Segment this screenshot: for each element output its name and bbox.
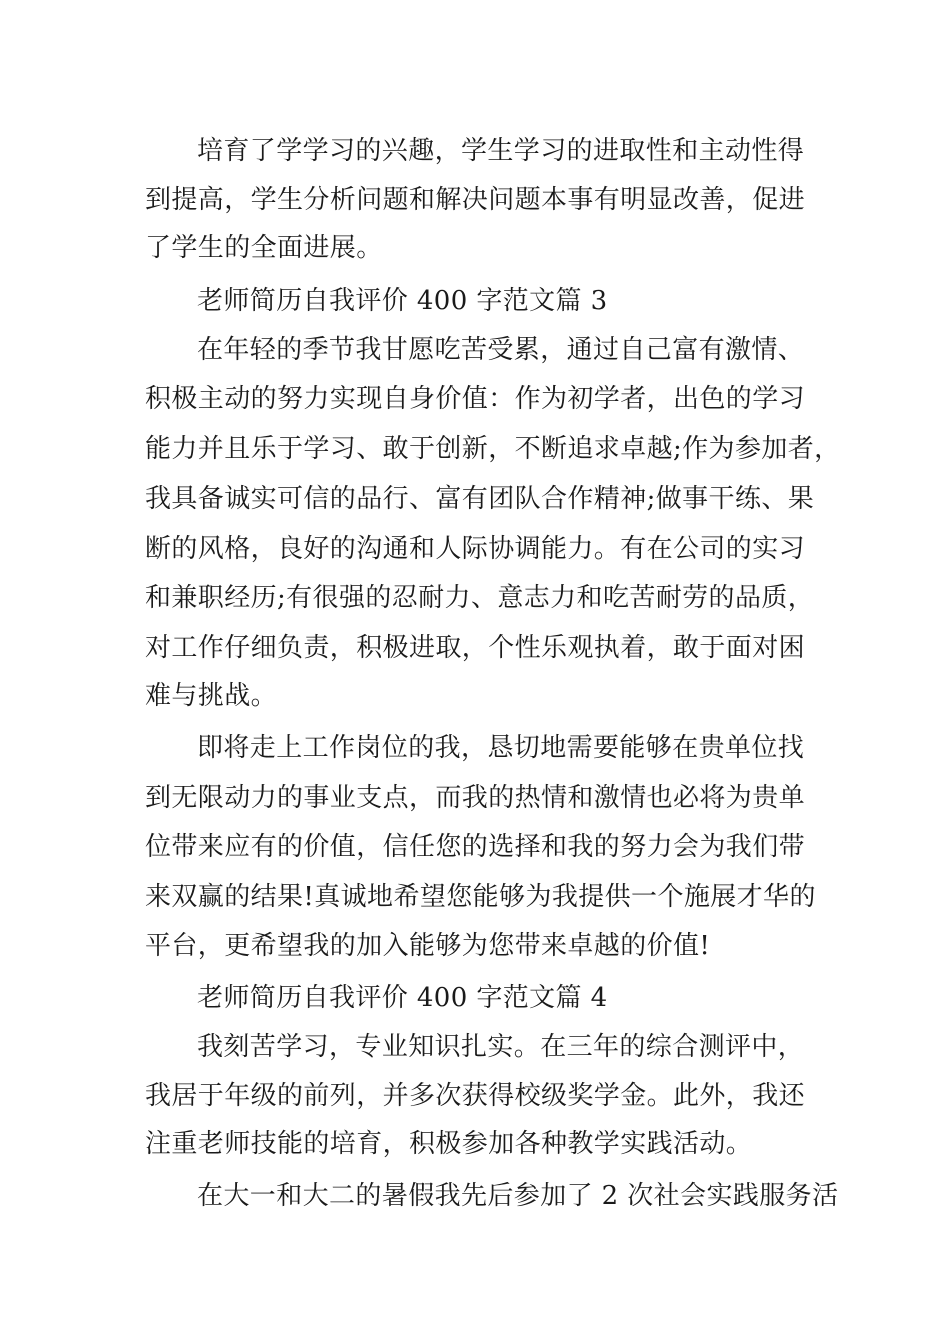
paragraph-line: 到无限动力的事业支点，而我的热情和激情也必将为贵单 xyxy=(145,783,806,813)
paragraph-line: 我刻苦学习，专业知识扎实。在三年的综合测评中， xyxy=(197,1032,805,1062)
paragraph-line: 在大一和大二的暑假我先后参加了 2 次社会实践服务活 xyxy=(197,1181,839,1211)
paragraph-line: 即将走上工作岗位的我，恳切地需要能够在贵单位找 xyxy=(197,733,805,763)
section-heading: 老师简历自我评价 400 字范文篇 3 xyxy=(197,286,608,316)
paragraph-line: 积极主动的努力实现自身价值：作为初学者，出色的学习 xyxy=(145,384,806,414)
paragraph-line: 和兼职经历;有很强的忍耐力、意志力和吃苦耐劳的品质， xyxy=(145,583,815,613)
paragraph-line: 对工作仔细负责，积极进取，个性乐观执着，敢于面对困 xyxy=(145,633,806,663)
paragraph-line: 我居于年级的前列，并多次获得校级奖学金。此外，我还 xyxy=(145,1081,806,1111)
section-heading: 老师简历自我评价 400 字范文篇 4 xyxy=(197,983,608,1013)
paragraph-line: 平台，更希望我的加入能够为您带来卓越的价值! xyxy=(145,931,711,961)
paragraph-line: 培育了学学习的兴趣，学生学习的进取性和主动性得 xyxy=(197,136,805,166)
paragraph-line: 我具备诚实可信的品行、富有团队合作精神;做事干练、果 xyxy=(145,484,815,514)
paragraph-line: 能力并且乐于学习、敢于创新，不断追求卓越;作为参加者， xyxy=(145,434,841,464)
paragraph-line: 来双赢的结果!真诚地希望您能够为我提供一个施展才华的 xyxy=(145,882,816,912)
paragraph-line: 难与挑战。 xyxy=(145,681,278,711)
paragraph-line: 断的风格，良好的沟通和人际协调能力。有在公司的实习 xyxy=(145,534,806,564)
paragraph-line: 到提高，学生分析问题和解决问题本事有明显改善，促进 xyxy=(145,185,806,215)
paragraph-line: 注重老师技能的培育，积极参加各种教学实践活动。 xyxy=(145,1129,753,1159)
paragraph-line: 了学生的全面进展。 xyxy=(145,233,383,263)
paragraph-line: 位带来应有的价值，信任您的选择和我的努力会为我们带 xyxy=(145,832,806,862)
paragraph-line: 在年轻的季节我甘愿吃苦受累，通过自己富有激情、 xyxy=(197,335,805,365)
